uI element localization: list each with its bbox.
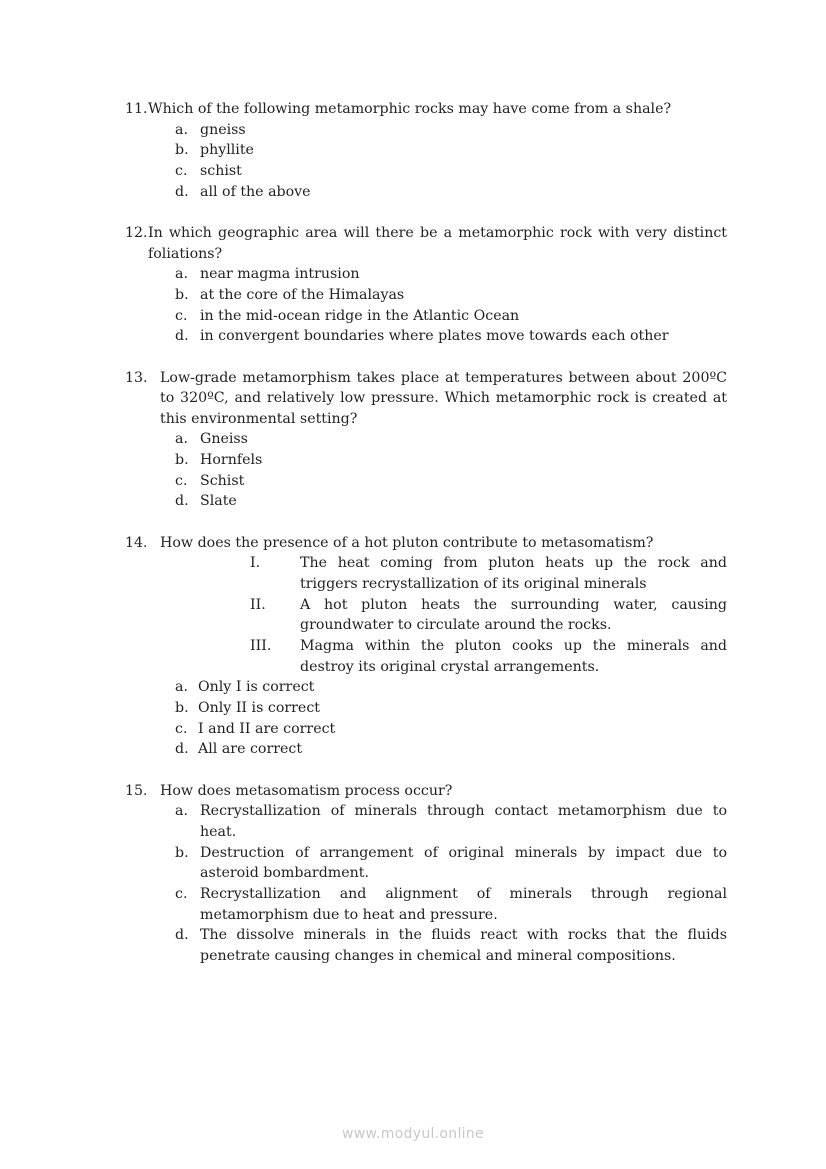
option-letter: a.: [175, 803, 188, 820]
question-number: 12.: [125, 224, 148, 241]
option-text: The dissolve minerals in the fluids react with rocks that the fluids penetrate causing changes in chemical and mineral compositions.: [200, 927, 727, 964]
question-13: [125, 368, 727, 513]
question-15: [125, 781, 727, 967]
option: [175, 285, 727, 306]
option-letter: b.: [175, 699, 189, 716]
option: [175, 884, 727, 925]
option: [175, 182, 727, 203]
option-letter: a.: [175, 266, 188, 283]
option-text: Only II is correct: [198, 699, 320, 716]
option-letter: d.: [175, 183, 189, 200]
option-text: in the mid-ocean ridge in the Atlantic Ocean: [200, 307, 520, 324]
option-text: Hornfels: [200, 452, 263, 469]
option: [175, 843, 727, 884]
statement-numeral: II.: [250, 596, 266, 613]
question-text: Which of the following metamorphic rocks may have come from a shale?: [148, 101, 672, 117]
option: [175, 120, 727, 141]
option: [175, 264, 727, 285]
option-letter: c.: [175, 472, 188, 489]
option-letter: c.: [175, 885, 188, 902]
option: [175, 719, 727, 740]
watermark: www.modyul.online: [342, 1126, 484, 1142]
option: [175, 471, 727, 492]
option: [175, 326, 727, 347]
question-list: [125, 99, 727, 987]
question-text: How does metasomatism process occur?: [160, 782, 453, 799]
option-letter: d.: [175, 741, 189, 758]
option: [175, 698, 727, 719]
option-text: in convergent boundaries where plates move towards each other: [200, 328, 669, 345]
statement-numeral: I.: [250, 555, 261, 572]
option-text: schist: [200, 162, 242, 179]
option: [175, 677, 727, 698]
option-letter: b.: [175, 844, 189, 861]
question-11: [125, 99, 727, 202]
option-letter: d.: [175, 328, 189, 345]
option: [175, 140, 727, 161]
option: [175, 161, 727, 182]
option: [175, 450, 727, 471]
option-text: Schist: [200, 472, 245, 489]
statement: [250, 636, 727, 677]
option-text: at the core of the Himalayas: [200, 286, 405, 303]
question-number: 13.: [125, 369, 148, 386]
option-text: Destruction of arrangement of original minerals by impact due to asteroid bombardment.: [200, 844, 727, 882]
option-letter: c.: [175, 720, 188, 737]
question-14: [125, 533, 727, 760]
option: [175, 801, 727, 842]
option-letter: a.: [175, 431, 188, 448]
option-text: near magma intrusion: [200, 266, 360, 283]
statement: [250, 595, 727, 636]
option-letter: d.: [175, 927, 189, 944]
option-text: Slate: [200, 493, 237, 510]
question-number: 15.: [125, 782, 148, 799]
option: [175, 306, 727, 327]
option-letter: b.: [175, 286, 189, 303]
question-12: [125, 223, 727, 347]
question-text: Low-grade metamorphism takes place at temperatures between about 200ºC to 320ºC, and relatively low pressure. Which metamorphic rock is created at this environmental setting?: [160, 369, 727, 427]
question-text: How does the presence of a hot pluton contribute to metasomatism?: [160, 534, 654, 551]
option-text: Recrystallization of minerals through contact metamorphism due to heat.: [200, 803, 727, 840]
option-text: all of the above: [200, 183, 311, 200]
option-text: Only I is correct: [198, 679, 315, 696]
option-text: gneiss: [200, 121, 246, 138]
option-letter: d.: [175, 493, 189, 510]
option-letter: b.: [175, 142, 189, 159]
statement: [250, 553, 727, 594]
option-text: phyllite: [200, 142, 254, 159]
statement-text: Magma within the pluton cooks up the minerals and destroy its original crystal arrangements.: [300, 638, 727, 675]
statement-text: A hot pluton heats the surrounding water, causing groundwater to circulate around the rocks.: [300, 596, 727, 634]
option-text: Gneiss: [200, 431, 248, 448]
option-letter: c.: [175, 307, 188, 324]
option: [175, 739, 727, 760]
option: [175, 429, 727, 450]
option-letter: a.: [175, 121, 188, 138]
option-text: I and II are correct: [198, 720, 336, 737]
option-text: All are correct: [198, 741, 303, 758]
question-number: 14.: [125, 534, 148, 551]
question-number: 11.: [125, 101, 148, 117]
option-text: Recrystallization and alignment of minerals through regional metamorphism due to heat and pressure.: [200, 885, 727, 923]
question-text: In which geographic area will there be a metamorphic rock with very distinct foliations?: [148, 224, 727, 262]
option-letter: a.: [175, 679, 188, 696]
statement-text: The heat coming from pluton heats up the rock and triggers recrystallization of its original minerals: [300, 555, 727, 593]
option: [175, 925, 727, 966]
option: [175, 491, 727, 512]
statement-numeral: III.: [250, 638, 272, 655]
option-letter: b.: [175, 452, 189, 469]
option-letter: c.: [175, 162, 188, 179]
